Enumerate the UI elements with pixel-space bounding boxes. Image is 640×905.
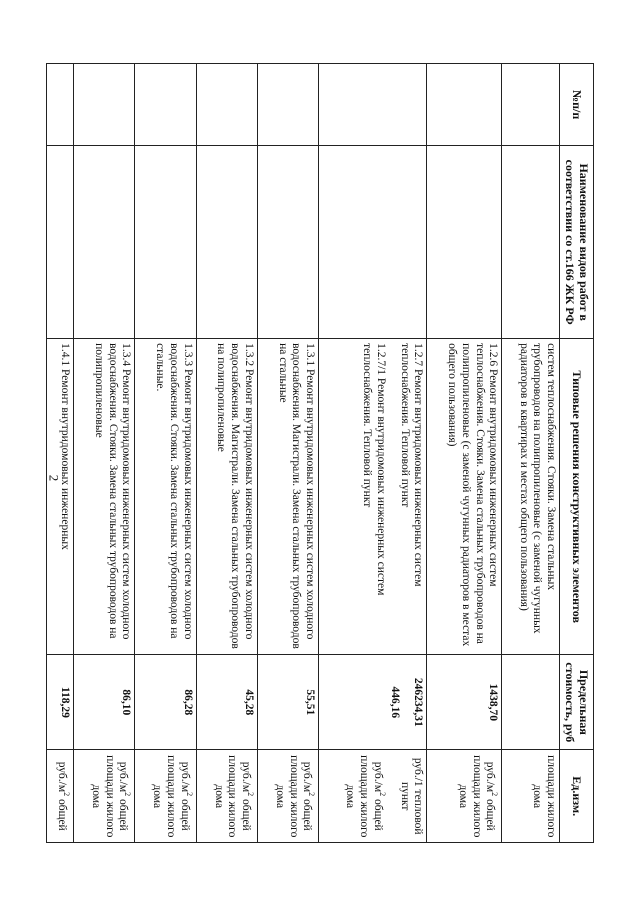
- unit-sup: 2: [245, 791, 255, 796]
- unit-rest: общей площади жилого дома: [212, 754, 253, 837]
- cell-price: 55,51: [257, 654, 318, 749]
- cell-work-type: [135, 145, 196, 338]
- cell-unit: [196, 749, 257, 842]
- cell-num: [257, 63, 318, 145]
- rotated-table-sheet: [46, 63, 594, 843]
- cell-unit: [319, 749, 427, 842]
- header-unit: Ед.изм.: [560, 749, 594, 842]
- cell-work-type: [47, 145, 74, 338]
- table-header-row: [560, 63, 594, 842]
- cell-num: [427, 63, 502, 145]
- cell-num: [319, 63, 427, 145]
- unit-sup: 2: [307, 791, 317, 796]
- header-work-type: Наименование видов работ в соответствии со ст.166 ЖК РФ: [560, 145, 594, 338]
- works-price-table: [46, 63, 594, 843]
- unit-sup: 2: [123, 791, 133, 796]
- cell-work-type: [502, 145, 560, 338]
- unit-main: руб./м: [372, 761, 385, 792]
- unit-main: руб./м: [117, 761, 130, 792]
- cell-solution: 1.3.1 Ремонт внутридомовых инженерных систем холодного водоснабжения. Магистрали. Замена стальных трубопроводов на стальные: [257, 338, 318, 654]
- cell-price: 86,10: [74, 654, 135, 749]
- table-row: [196, 63, 257, 842]
- cell-unit: [427, 749, 502, 842]
- cell-price: 1438,70: [427, 654, 502, 749]
- cell-solution: 1.2.6 Ремонт внутридомовых инженерных систем теплоснабжения. Стояки. Замена стальных трубопроводов на полипропиленовые (с заменой чугунных радиаторов в местах общего пользования): [427, 338, 502, 654]
- unit-sup: 2: [62, 791, 72, 796]
- price-a: 246234,31: [412, 677, 425, 727]
- cell-price: [502, 654, 560, 749]
- cell-work-type: [74, 145, 135, 338]
- unit-rest: общей площади жилого дома: [457, 754, 497, 837]
- cell-unit: площади жилого дома: [502, 749, 560, 842]
- header-solution: Типовые решения конструктивных элементов: [560, 338, 594, 654]
- unit-sup: 2: [490, 791, 500, 796]
- cell-num: [196, 63, 257, 145]
- cell-price: [319, 654, 427, 749]
- cell-work-type: [427, 145, 502, 338]
- header-price: Предельная стоимость, руб: [560, 654, 594, 749]
- unit-main: руб./м: [56, 761, 69, 792]
- unit-sup: 2: [377, 791, 387, 796]
- cell-solution: систем теплоснабжения. Стояки. Замена стальных трубопроводов на полипропиленовые (с заменой чугунных радиаторов в квартирах и местах общего пользования): [502, 338, 560, 654]
- cell-price: 86,28: [135, 654, 196, 749]
- table-row: [135, 63, 196, 842]
- cell-solution: 1.3.4 Ремонт внутридомовых инженерных систем холодного водоснабжения. Стояки. Замена стальных трубопроводов на полипропиленовые: [74, 338, 135, 654]
- cell-work-type: [196, 145, 257, 338]
- price-b: 446,16: [388, 686, 401, 718]
- solution-a: 1.2.7 Ремонт внутридомовых инженерных систем теплоснабжения. Тепловой пункт: [398, 342, 425, 586]
- table-row: [74, 63, 135, 842]
- cell-unit: [74, 749, 135, 842]
- cell-unit: [135, 749, 196, 842]
- cell-solution: 1.4.1 Ремонт внутридомовых инженерных: [47, 338, 74, 654]
- header-num: №п/п: [560, 63, 594, 145]
- cell-work-type: [257, 145, 318, 338]
- cell-price: 45,28: [196, 654, 257, 749]
- cell-unit: [257, 749, 318, 842]
- unit-rest: общей площади жилого дома: [344, 754, 385, 837]
- unit-rest: общей: [56, 795, 69, 831]
- table-row: [257, 63, 318, 842]
- cell-solution: 1.3.2 Ремонт внутридомовых инженерных систем холодного водоснабжения. Магистрали. Замена стальных трубопроводов на полипропиленовые: [196, 338, 257, 654]
- unit-main: руб./м: [240, 761, 253, 792]
- cell-solution: [319, 338, 427, 654]
- table-row: [427, 63, 502, 842]
- unit-rest: общей площади жилого дома: [89, 754, 130, 837]
- unit-a: руб./1 тепловой пункт: [398, 757, 425, 835]
- table-row: [502, 63, 560, 842]
- page-number: 2: [46, 474, 62, 482]
- solution-b: 1.2.7/1 Ремонт внутридомовых инженерных систем теплоснабжения. Тепловой пункт: [361, 342, 387, 595]
- unit-sup: 2: [184, 791, 194, 796]
- cell-price: 118,29: [47, 654, 74, 749]
- unit-main: руб./м: [178, 761, 191, 792]
- cell-num: [135, 63, 196, 145]
- unit-b: [343, 754, 387, 838]
- cell-num: [47, 63, 74, 145]
- unit-rest: общей площади жилого дома: [273, 754, 314, 837]
- unit-main: руб./м: [484, 761, 497, 792]
- cell-work-type: [319, 145, 427, 338]
- cell-solution: 1.3.3 Ремонт внутридомовых инженерных систем холодного водоснабжения. Стояки. Замена стальных трубопроводов на стальные.: [135, 338, 196, 654]
- cell-num: [74, 63, 135, 145]
- table-row: [47, 63, 74, 842]
- cell-unit: [47, 749, 74, 842]
- table-row: [319, 63, 427, 842]
- cell-num: [502, 63, 560, 145]
- unit-rest: общей площади жилого дома: [151, 754, 191, 837]
- unit-main: руб./м: [301, 761, 314, 792]
